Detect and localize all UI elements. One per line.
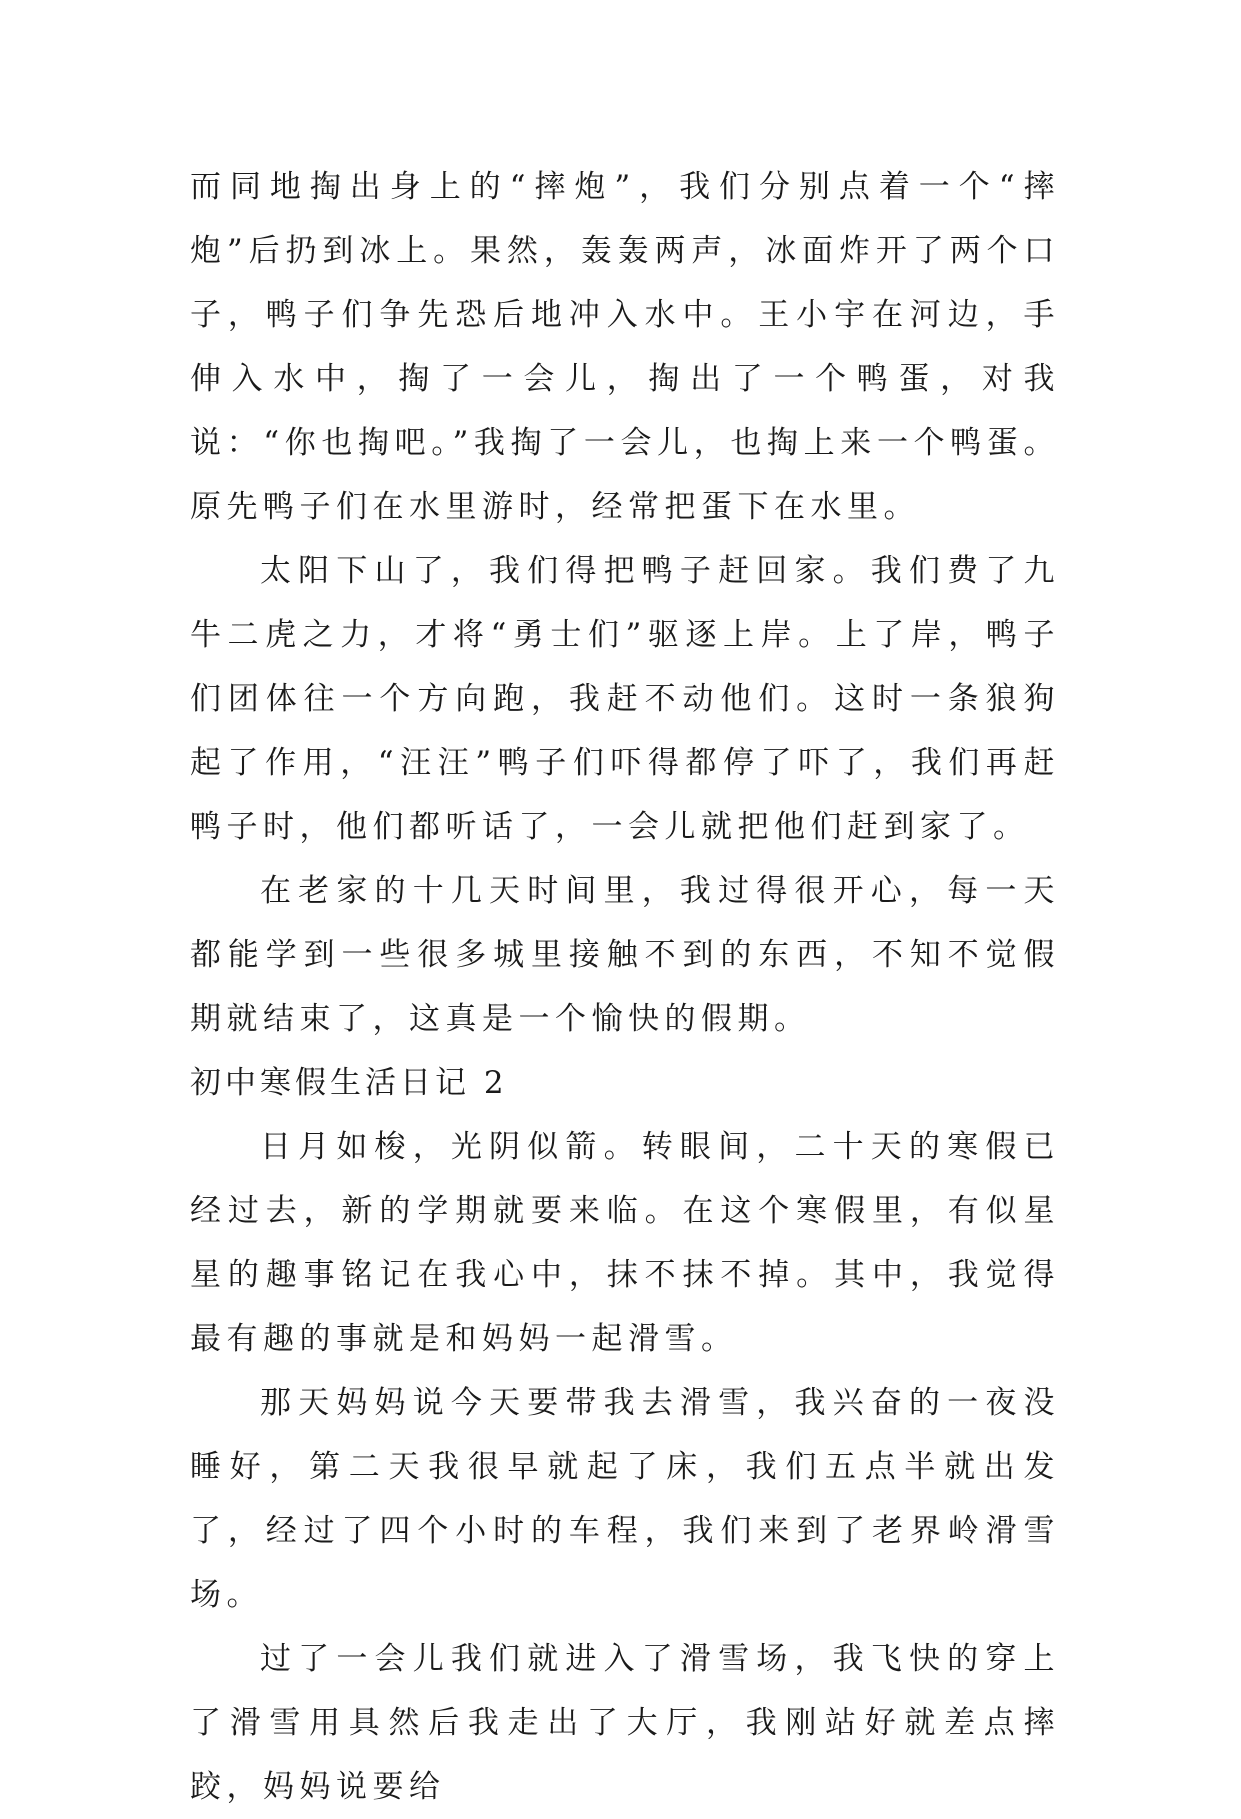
paragraph-2: 太阳下山了，我们得把鸭子赶回家。我们费了九牛二虎之力，才将“勇士们”驱逐上岸。上了岸，鸭子们团体往一个方向跑，我赶不动他们。这时一条狼狗起了作用，“汪汪”鸭子们吓得都停了吓了，我们再赶鸭子时，他们都听话了，一会儿就把他们赶到家了。 [190, 553, 1060, 845]
paragraph-6: 过了一会儿我们就进入了滑雪场，我飞快的穿上了滑雪用具然后我走出了大厅，我刚站好就差点摔跤，妈妈说要给 [190, 1641, 1060, 1805]
paragraph-1: 而同地掏出身上的“摔炮”，我们分别点着一个“摔炮”后扔到冰上。果然，轰轰两声，冰面炸开了两个口子，鸭子们争先恐后地冲入水中。王小宇在河边，手伸入水中，掏了一会儿，掏出了一个鸭蛋，对我说：“你也掏吧。”我掏了一会儿，也掏上来一个鸭蛋。原先鸭子们在水里游时，经常把蛋下在水里。 [190, 169, 1060, 525]
section-heading: 初中寒假生活日记 2 [190, 1065, 508, 1101]
document-body [190, 155, 1060, 1819]
paragraph-5: 那天妈妈说今天要带我去滑雪，我兴奋的一夜没睡好，第二天我很早就起了床，我们五点半就出发了，经过了四个小时的车程，我们来到了老界岭滑雪场。 [190, 1385, 1060, 1613]
paragraph-3: 在老家的十几天时间里，我过得很开心，每一天都能学到一些很多城里接触不到的东西，不知不觉假期就结束了，这真是一个愉快的假期。 [190, 873, 1060, 1037]
paragraph-4: 日月如梭，光阴似箭。转眼间，二十天的寒假已经过去，新的学期就要来临。在这个寒假里，有似星星的趣事铭记在我心中，抹不抹不掉。其中，我觉得最有趣的事就是和妈妈一起滑雪。 [190, 1129, 1060, 1357]
